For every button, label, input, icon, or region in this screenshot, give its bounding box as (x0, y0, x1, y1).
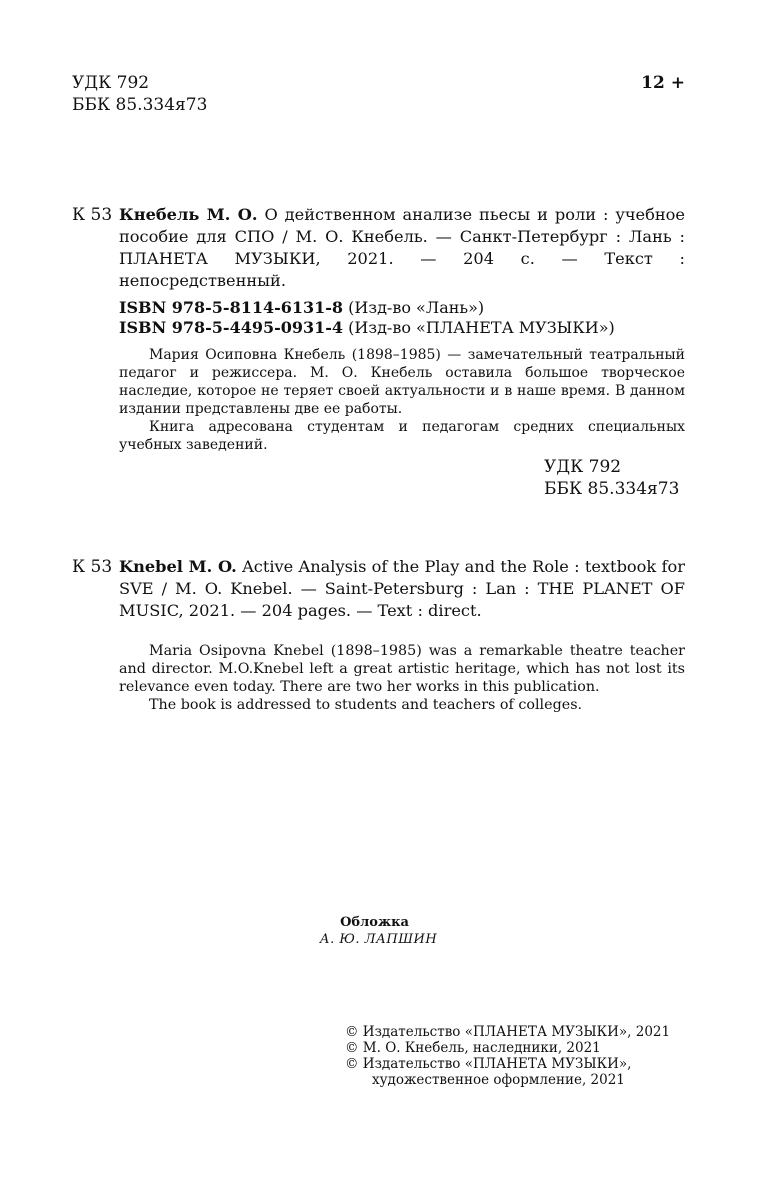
cover-label: Обложка (340, 915, 409, 930)
copyright-line: © М. О. Кнебель, наследники, 2021 (345, 1040, 601, 1056)
annotation (119, 346, 685, 454)
cover-credit (0, 914, 757, 948)
header-classification (72, 72, 207, 116)
annotation (119, 642, 685, 714)
copyright-notice (345, 1024, 670, 1088)
udk-code: УДК 792 (72, 73, 150, 93)
isbn-number: ISBN 978-5-8114-6131-8 (119, 298, 344, 317)
author-mark: К 53 (72, 557, 113, 577)
author-name: Knebel M. O. (119, 557, 237, 576)
annotation-paragraph: Книга адресована студентам и педагогам средних специальных учебных заведений. (119, 419, 685, 453)
annotation-paragraph: Мария Осиповна Кнебель (1898–1985) — замечательный театральный педагог и режиссера. М. О. Кнебель оставила большое творческое наследие, которое не теряет своей актуальности и в наше время. В данном издании представлены две ее работы. (119, 347, 685, 417)
bbk-code: ББК 85.334я73 (72, 95, 208, 115)
bibliographic-description (119, 556, 685, 622)
footer-classification (544, 456, 679, 500)
cover-artist: А. Ю. ЛАПШИН (319, 932, 438, 947)
udk-code: УДК 792 (544, 457, 622, 477)
isbn-publisher: (Изд-во «ПЛАНЕТА МУЗЫКИ») (348, 318, 615, 337)
copyright-line: © Издательство «ПЛАНЕТА МУЗЫКИ», (345, 1056, 632, 1072)
copyright-line: © Издательство «ПЛАНЕТА МУЗЫКИ», 2021 (345, 1024, 671, 1040)
annotation-paragraph: The book is addressed to students and teachers of colleges. (149, 697, 583, 713)
isbn-line (119, 298, 685, 318)
bibliographic-text: Active Analysis of the Play and the Role : textbook for SVE / M. O. Knebel. — Saint-Petersburg : Lan : THE PLANET OF MUSIC, 2021. — 204 pages. — Text : direct. (119, 557, 685, 620)
bbk-code: ББК 85.334я73 (544, 479, 680, 499)
bibliographic-text: О действенном анализе пьесы и роли : учебное пособие для СПО / М. О. Кнебель. — Санкт-Петербург : Лань : ПЛАНЕТА МУЗЫКИ, 2021. — 204 с. — Текст : непосредственный. (119, 205, 686, 290)
author-name: Кнебель М. О. (119, 205, 258, 224)
isbn-line (119, 318, 685, 338)
isbn-number: ISBN 978-5-4495-0931-4 (119, 318, 344, 337)
russian-catalog-record (72, 204, 685, 454)
bibliographic-description (119, 204, 685, 292)
annotation-paragraph: Maria Osipovna Knebel (1898–1985) was a remarkable theatre teacher and director. M.O.Knebel left a great artistic heritage, which has not lost its relevance even today. There are two her works in this publication. (119, 643, 685, 695)
age-rating: 12 + (641, 73, 685, 93)
english-catalog-record (72, 556, 685, 714)
isbn-publisher: (Изд-во «Лань») (348, 298, 485, 317)
author-mark: К 53 (72, 205, 113, 225)
isbn-block (119, 298, 685, 338)
copyright-line: художественное оформление, 2021 (372, 1072, 625, 1088)
